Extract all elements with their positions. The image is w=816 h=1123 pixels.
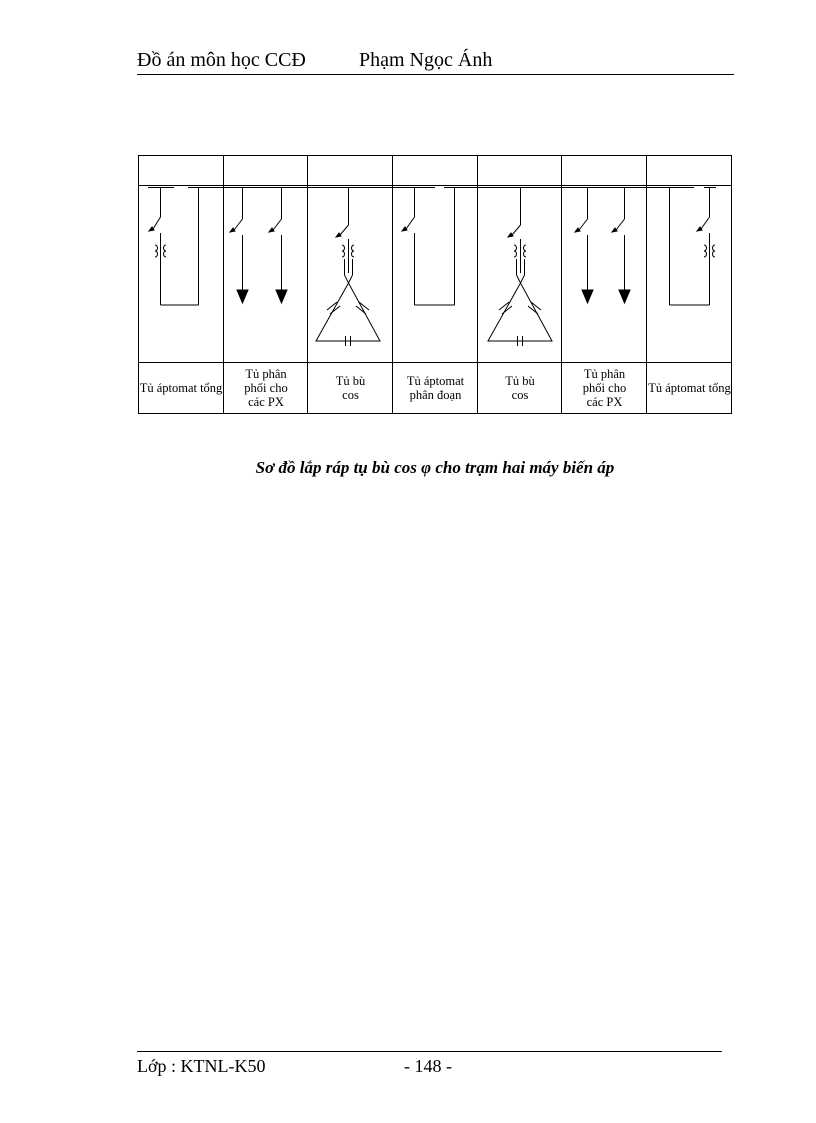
main-breaker-right bbox=[670, 187, 716, 305]
capacitor-bank-left bbox=[316, 187, 380, 346]
bus-tie-breaker bbox=[402, 187, 455, 305]
footer-rule bbox=[137, 1051, 722, 1052]
cabinet-label-bus-tie: Tủ áptomat phân đoạn bbox=[406, 374, 465, 402]
page-number: - 148 - bbox=[404, 1056, 452, 1076]
figure-caption: Sơ đồ lắp ráp tụ bù cos φ cho trạm hai máy biến áp bbox=[255, 458, 615, 477]
cabinet-label-capacitor-left: Tủ bù cos bbox=[335, 374, 366, 402]
capacitor-bank-right bbox=[488, 187, 552, 346]
distribution-feeders-left bbox=[230, 187, 287, 303]
author-name: Phạm Ngọc Ánh bbox=[359, 49, 493, 71]
distribution-feeders-right bbox=[575, 187, 630, 303]
cabinet-label-capacitor-right: Tủ bù cos bbox=[505, 374, 535, 402]
cabinet-label-main-breaker-left: Tủ áptomat tổng bbox=[139, 381, 223, 395]
cabinet-label-distribution-right: Tủ phân phối cho các PX bbox=[582, 367, 627, 409]
switchgear-diagram bbox=[138, 155, 732, 414]
cabinet-label-main-breaker-right: Tủ áptomat tổng bbox=[648, 381, 731, 395]
document-title: Đồ án môn học CCĐ bbox=[137, 49, 306, 71]
page-header bbox=[137, 48, 734, 75]
cabinet-label-distribution-left: Tủ phân phối cho các PX bbox=[244, 367, 288, 409]
footer-class-label: Lớp : KTNL-K50 bbox=[137, 1056, 266, 1076]
main-breaker-left bbox=[149, 187, 199, 305]
